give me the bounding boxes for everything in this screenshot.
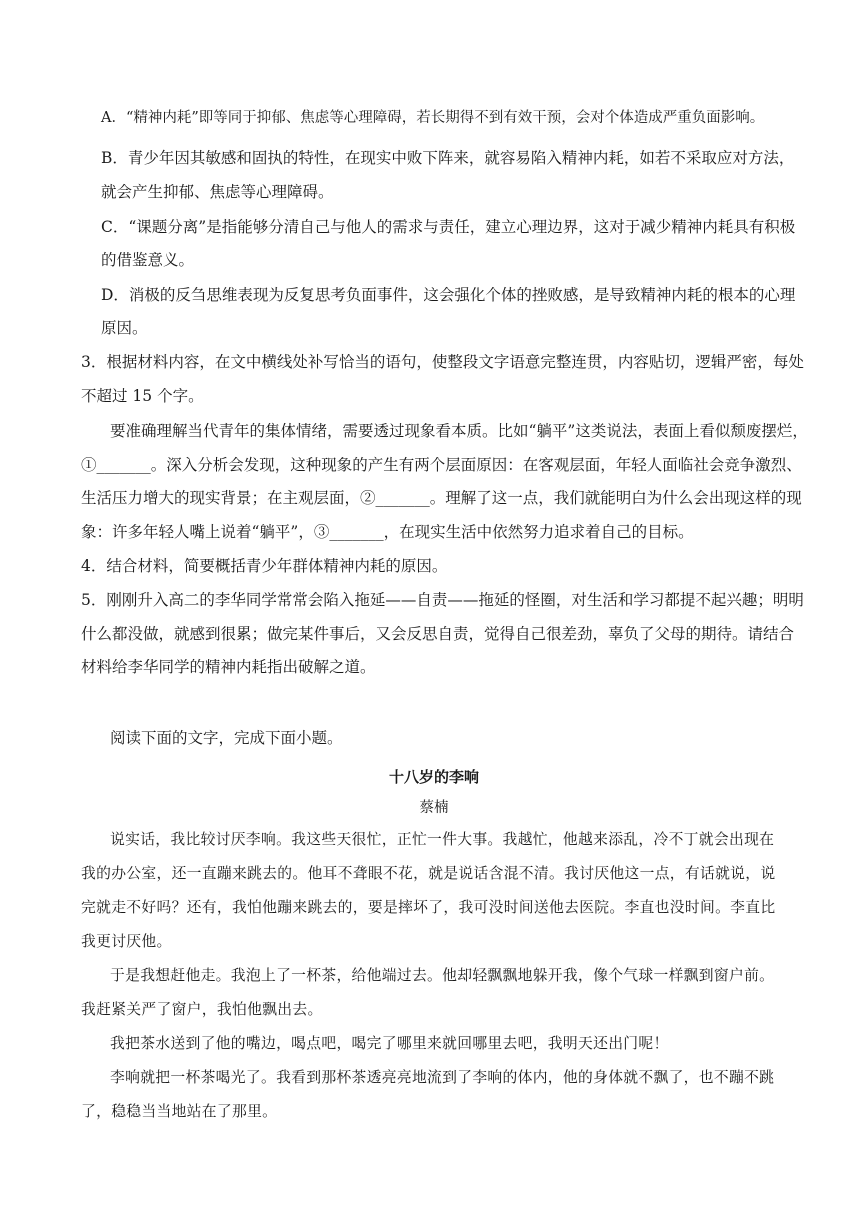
story-line-2: 我的办公室，还一直蹦来跳去的。他耳不聋眼不花，就是说话含混不清。我讨厌他这一点，有话就说，说: [81, 865, 776, 882]
story-line-5: 于是我想赶他走。我泡上了一杯茶，给他端过去。他却轻飘飘地躲开我，像个气球一样飘到窗户前。: [110, 967, 775, 984]
option-b-line-1: B．青少年因其敏感和固执的特性，在现实中败下阵来，就容易陷入精神内耗，如若不采取应对方法，: [101, 149, 795, 167]
option-c-line-2: 的借鉴意义。: [101, 251, 195, 269]
question-3-passage-line-1: 要准确理解当代青年的集体情绪，需要透过现象看本质。比如“躺平”这类说法，表面上看似颓废摆烂，: [110, 422, 808, 440]
option-d-line-1: D．消极的反刍思维表现为反复思考负面事件，这会强化个体的挫败感，是导致精神内耗的根本的心理: [101, 286, 796, 304]
reading-instruction: 阅读下面的文字，完成下面小题。: [110, 729, 343, 747]
story-line-9: 了，稳稳当当地站在了那里。: [81, 1103, 278, 1120]
option-a: A．“精神内耗”即等同于抑郁、焦虑等心理障碍，若长期得不到有效干预，会对个体造成严重负面影响。: [101, 110, 765, 126]
question-3-line-1: 3．根据材料内容，在文中横线处补写恰当的语句，使整段文字语意完整连贯，内容贴切，逻辑严密，每处: [81, 353, 804, 371]
story-line-4: 我更讨厌他。: [81, 933, 172, 950]
question-3-passage-line-4: 象：许多年轻人嘴上说着“躺平”，③_______，在现实生活中依然努力追求着自己的目标。: [81, 523, 694, 541]
question-3-passage-line-2: ①_______。深入分析会发现，这种现象的产生有两个层面原因：在客观层面，年轻人面临社会竞争激烈、: [81, 456, 802, 474]
story-author: 蔡楠: [419, 800, 449, 816]
option-c-line-1: C．“课题分离”是指能够分清自己与他人的需求与责任，建立心理边界，这对于减少精神内耗具有积极: [101, 218, 796, 236]
question-5-line-1: 5．刚刚升入高二的李华同学常常会陷入拖延——自责——拖延的怪圈，对生活和学习都提不起兴趣；明明: [81, 591, 804, 609]
question-5-line-2: 什么都没做，就感到很累；做完某件事后，又会反思自责，觉得自己很差劲，辜负了父母的期待。请结合: [81, 625, 795, 643]
story-title: 十八岁的李响: [388, 768, 479, 786]
question-5-line-3: 材料给李华同学的精神内耗指出破解之道。: [81, 658, 376, 676]
option-d-line-2: 原因。: [101, 319, 148, 337]
question-4: 4．结合材料，简要概括青少年群体精神内耗的原因。: [81, 557, 448, 575]
question-3-line-2: 不超过 15 个字。: [81, 387, 204, 405]
story-line-7: 我把茶水送到了他的嘴边，喝点吧，喝完了哪里来就回哪里去吧，我明天还出门呢！: [110, 1035, 669, 1052]
option-b-line-2: 就会产生抑郁、焦虑等心理障碍。: [101, 183, 334, 201]
story-line-1: 说实话，我比较讨厌李响。我这些天很忙，正忙一件大事。我越忙，他越来添乱，冷不丁就会出现在: [110, 831, 775, 848]
story-line-8: 李响就把一杯茶喝光了。我看到那杯茶透亮亮地流到了李响的体内，他的身体就不飘了，也不蹦不跳: [110, 1069, 775, 1086]
story-line-6: 我赶紧关严了窗户，我怕他飘出去。: [81, 1001, 323, 1018]
story-line-3: 完就走不好吗？还有，我怕他蹦来跳去的，要是摔坏了，我可没时间送他去医院。李直也没时间。李直比: [81, 899, 776, 916]
question-3-passage-line-3: 生活压力增大的现实背景；在主观层面，②_______。理解了这一点，我们就能明白为什么会出现这样的现: [81, 489, 802, 507]
